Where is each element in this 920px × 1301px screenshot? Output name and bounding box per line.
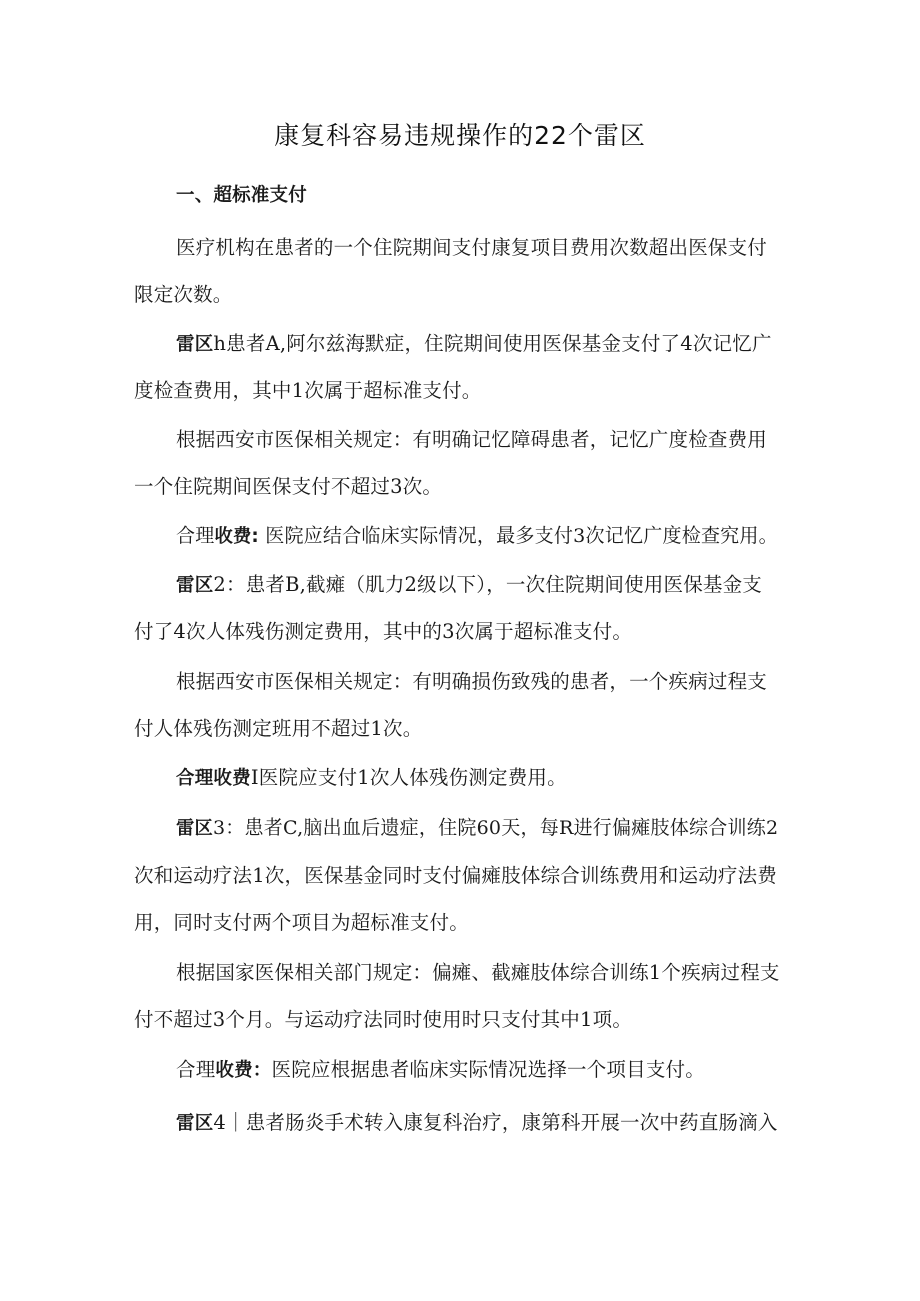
- minefield-2-label: 雷区: [176, 575, 214, 596]
- fee-note-2: [176, 763, 567, 794]
- paragraph-1-line-2: 限定次数。: [134, 283, 233, 306]
- minefield-3-line-1: [176, 813, 778, 844]
- minefield-3-label: 雷区: [176, 818, 213, 839]
- rule-2-line-2: 付人体残伤测定班用不超过1次。: [134, 717, 423, 740]
- minefield-3-line-3: 用，同时支付两个项目为超标准支付。: [134, 911, 469, 934]
- document-title: 康复科容易违规操作的22个雷区: [274, 121, 646, 150]
- minefield-2-line-2: 付了4次人体残伤测定费用，其中的3次属于超标准支付。: [134, 620, 633, 643]
- minefield-3-text: 3：患者C,脑出血后遗症，住院60天，每R进行偏瘫肢体综合训练2: [212, 817, 779, 839]
- minefield-1-text: h患者A,阿尔兹海默症，住院期间使用医保基金支付了4次记忆广: [213, 332, 772, 355]
- minefield-3-line-2: 次和运动疗法1次，医保基金同时支付偏瘫肢体综合训练费用和运动疗法费: [134, 864, 778, 887]
- section-heading-1: 一、超标准支付: [176, 185, 307, 206]
- fee-note-3-prefix: 合理: [176, 1058, 216, 1081]
- minefield-4-line-1: [176, 1108, 778, 1139]
- minefield-4-text: 4｜患者肠炎手术转入康复科治疗，康第科开展一次中药直肠滴入: [213, 1111, 778, 1134]
- rule-3-line-1: 根据国家医保相关部门规定：偏瘫、截瘫肢体综合训练1个疾病过程支: [176, 961, 780, 984]
- fee-note-3-text: 医院应根据患者临床实际情况选择一个项目支付。: [271, 1058, 705, 1081]
- minefield-1-label: 雷区: [176, 334, 214, 355]
- fee-note-1-text: 医院应结合临床实际情况，最多支付3次记忆广度检查究用。: [258, 525, 778, 547]
- minefield-2-line-1: [176, 570, 762, 601]
- fee-note-2-label: 合理收费: [176, 768, 251, 789]
- minefield-1-line-2: 度检查费用，其中1次属于超标准支付。: [134, 379, 482, 402]
- fee-note-2-text: I医院应支付1次人体残伤测定费用。: [250, 766, 567, 789]
- rule-3-line-2: 付不超过3个月。与运动疗法同时使用时只支付其中1项。: [134, 1008, 633, 1031]
- rule-1-line-2: 一个住院期间医保支付不超过3次。: [134, 475, 443, 498]
- fee-note-3: [176, 1055, 705, 1086]
- fee-note-1-label: 收费:: [214, 526, 259, 547]
- minefield-1-line-1: [176, 329, 772, 360]
- fee-note-1: [176, 521, 778, 552]
- rule-2-line-1: 根据西安市医保相关规定：有明确损伤致残的患者，一个疾病过程支: [176, 670, 768, 693]
- fee-note-1-prefix: 合理: [176, 525, 215, 547]
- minefield-2-text: 2：患者B,截瘫（肌力2级以下），一次住院期间使用医保基金支: [213, 573, 762, 596]
- minefield-4-label: 雷区: [176, 1113, 214, 1134]
- rule-1-line-1: 根据西安市医保相关规定：有明确记忆障碍患者，记忆广度检查费用: [176, 428, 768, 451]
- paragraph-1-line-1: 医疗机构在患者的一个住院期间支付康复项目费用次数超出医保支付: [176, 236, 768, 259]
- fee-note-3-label: 收费：: [215, 1060, 272, 1081]
